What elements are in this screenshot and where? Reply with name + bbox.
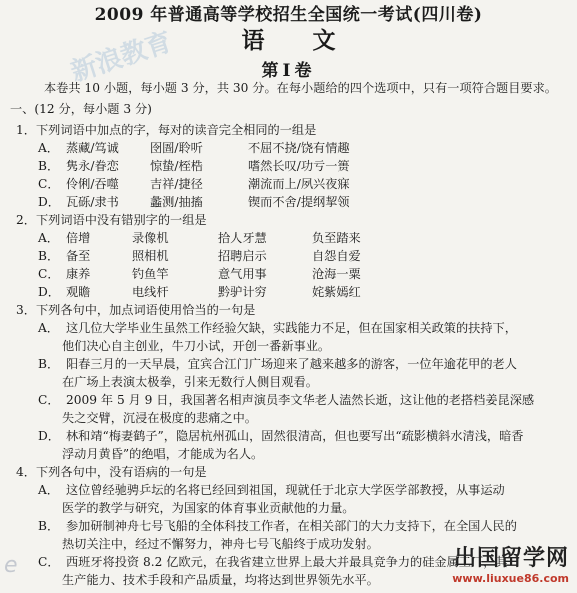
- option-continuation: 他们决心自主创业，牛刀小试，开创一番新事业。: [62, 339, 331, 353]
- option-label: C．: [38, 555, 60, 569]
- option-cell: 照相机: [132, 249, 169, 263]
- option-cell: 惊蛰/桎梏: [150, 159, 203, 173]
- option-cell: 隽永/眷恋: [66, 159, 119, 173]
- option-cell: 拾人牙慧: [218, 231, 267, 245]
- question-4-option-b: [38, 517, 517, 535]
- option-cell: 自怨自爱: [312, 249, 361, 263]
- question-2-option-d: [38, 283, 361, 301]
- question-1-option-b: [38, 157, 398, 175]
- option-label: B．: [38, 519, 60, 533]
- question-1-option-d: [38, 193, 398, 211]
- site-watermark-url: www.liuxue86.com: [452, 572, 569, 585]
- option-label: D．: [38, 429, 60, 443]
- option-cell: 录像机: [132, 231, 169, 245]
- option-cell: 姹紫嫣红: [312, 285, 361, 299]
- option-cell: 沧海一粟: [312, 267, 361, 281]
- question-3-option-a: [38, 319, 517, 337]
- option-continuation: 热切关注中，经过不懈努力，神舟七号飞船终于成功发射。: [62, 537, 379, 551]
- option-label: B．: [38, 249, 60, 263]
- option-label: A．: [38, 141, 59, 155]
- option-label: D．: [38, 285, 60, 299]
- option-continuation: 医学的教学与研究，为国家的体育事业贡献他的力量。: [62, 501, 355, 515]
- option-cell: 囹圄/聆听: [150, 141, 203, 155]
- option-text: 参加研制神舟七号飞船的全体科技工作者，在相关部门的大力支持下，在全国人民的: [66, 519, 517, 533]
- option-continuation: 生产能力、技术手段和产品质量，均将达到世界领先水平。: [62, 573, 379, 587]
- option-cell: 吉祥/捷径: [150, 177, 203, 191]
- option-label: A．: [38, 321, 59, 335]
- option-text: 阳春三月的一天早晨，宜宾合江门广场迎来了越来越多的游客，一位年逾花甲的老人: [66, 357, 517, 371]
- option-cell: 负至踏来: [312, 231, 361, 245]
- question-2-option-a: [38, 229, 361, 247]
- option-cell: 伶俐/吞噬: [66, 177, 119, 191]
- option-text: 这位曾经驰骋乒坛的名将已经回到祖国，现就任于北京大学医学部教授，从事运动: [66, 483, 505, 497]
- option-cell: 倍增: [66, 231, 91, 245]
- question-1-option-a: [38, 139, 398, 157]
- option-label: D．: [38, 195, 60, 209]
- option-text: 这几位大学毕业生虽然工作经验欠缺，实践能力不足，但在国家相关政策的扶持下，: [66, 321, 517, 335]
- option-cell: 招聘启示: [218, 249, 267, 263]
- option-label: C．: [38, 393, 60, 407]
- question-3-stem: 3．下列各句中，加点词语使用恰当的一句是: [16, 303, 256, 317]
- sina-watermark-text: 新浪教育: [67, 27, 176, 88]
- question-4-stem: 4．下列各句中，没有语病的一句是: [16, 465, 207, 479]
- subject-title: 语文: [241, 27, 384, 54]
- option-cell: 蠡测/抽搐: [150, 195, 203, 209]
- question-1-option-c: [38, 175, 398, 193]
- option-continuation: 失之交臂，沉浸在极度的悲痛之中。: [62, 411, 257, 425]
- option-text: 2009 年 5 月 9 日，我国著名相声演员李文华老人溘然长逝，这让他的老搭档姜昆深感: [66, 393, 535, 407]
- question-2-option-b: [38, 247, 361, 265]
- option-cell: 瓦砾/隶书: [66, 195, 119, 209]
- exam-title: 2009 年普通高等学校招生全国统一考试(四川卷): [94, 5, 483, 25]
- option-cell: 康养: [66, 267, 91, 281]
- section-heading: 一、(12 分，每小题 3 分): [10, 102, 152, 116]
- option-label: C．: [38, 177, 60, 191]
- e-logo-icon: e: [4, 553, 18, 578]
- volume-title: 第Ⅰ卷: [261, 61, 316, 81]
- question-3-option-b: [38, 355, 517, 373]
- question-2-stem: 2．下列词语中没有错别字的一组是: [16, 213, 207, 227]
- option-label: B．: [38, 159, 60, 173]
- question-4-option-a: [38, 481, 505, 499]
- option-text: 林和靖“梅妻鹤子”，隐居杭州孤山，固然很清高，但也要写出“疏影横斜水清浅，暗香: [66, 429, 524, 443]
- option-cell: 蒸藏/笃诚: [66, 141, 119, 155]
- option-continuation: 在广场上表演太极拳，引来无数行人侧目观看。: [62, 375, 318, 389]
- option-cell: 锲而不舍/提纲挈领: [248, 195, 350, 209]
- option-cell: 嗜然长叹/功亏一篑: [248, 159, 350, 173]
- option-label: A．: [38, 483, 59, 497]
- site-watermark-name: 出国留学网: [453, 546, 569, 571]
- option-cell: 观瞻: [66, 285, 91, 299]
- question-2-option-c: [38, 265, 361, 283]
- option-cell: 备至: [66, 249, 91, 263]
- option-label: A．: [38, 231, 59, 245]
- option-cell: 潮流而上/夙兴夜寐: [248, 177, 350, 191]
- site-watermark: [399, 541, 569, 585]
- option-cell: 意气用事: [218, 267, 267, 281]
- option-cell: 钓鱼竿: [132, 267, 169, 281]
- option-cell: 不屈不挠/饶有情趣: [248, 141, 350, 155]
- intro-text: 本卷共 10 小题，每小题 3 分，共 30 分。在每小题给的四个选项中，只有一项符合题目要求。: [44, 81, 557, 95]
- option-continuation: 浮动月黄昏”的绝唱，才能成为名人。: [62, 447, 264, 461]
- option-cell: 黔驴计穷: [218, 285, 267, 299]
- question-3-option-d: [38, 427, 523, 445]
- option-label: B．: [38, 357, 60, 371]
- question-3-option-c: [38, 391, 534, 409]
- option-text: 西班牙将投资 8.2 亿欧元，在我省建立世界上最大并最具竞争力的硅金属工厂，其: [66, 555, 508, 569]
- option-cell: 电线杆: [132, 285, 169, 299]
- question-1-stem: 1．下列词语中加点的字，每对的读音完全相同的一组是: [16, 123, 317, 137]
- option-label: C．: [38, 267, 60, 281]
